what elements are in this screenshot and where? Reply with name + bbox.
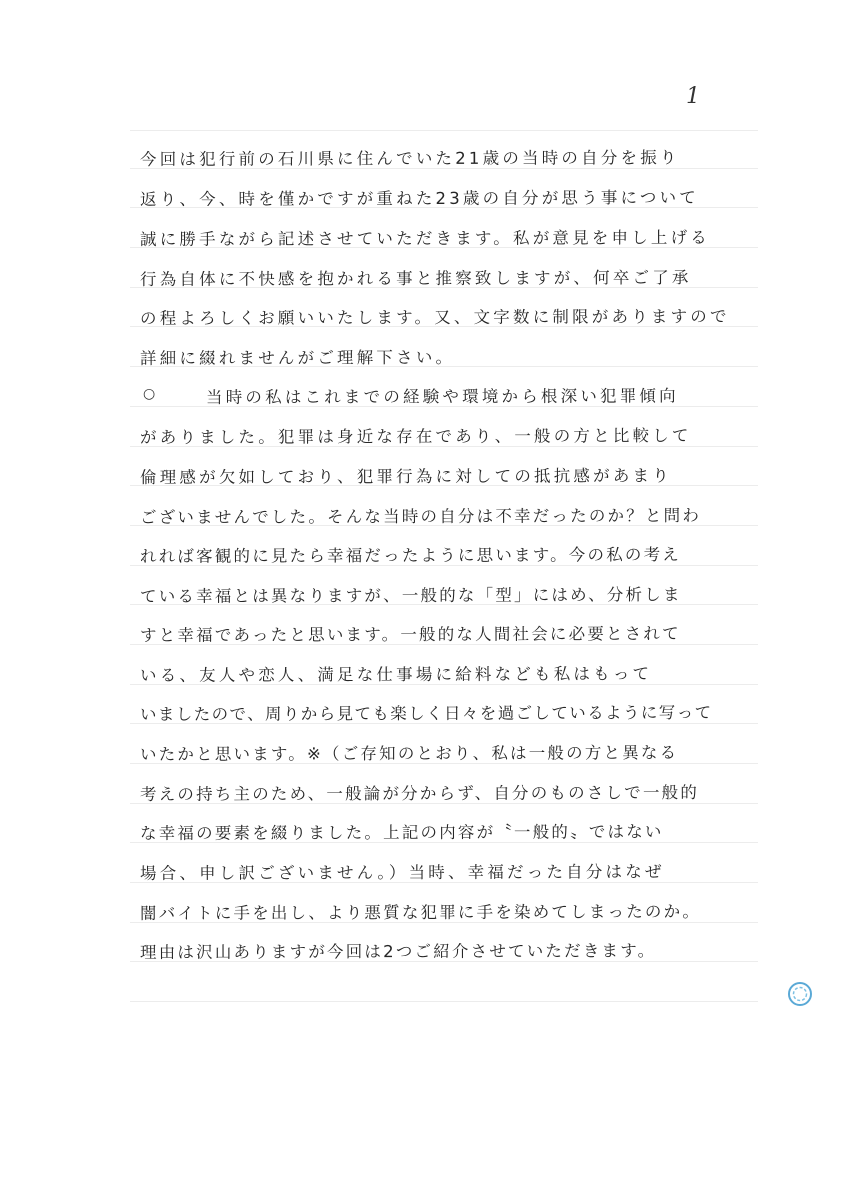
text-line: 返り、今、時を僅かですが重ねた23歳の自分が思う事について xyxy=(139,188,700,209)
text-line: ございませんでした。そんな当時の自分は不幸だったのか？と問わ xyxy=(139,506,702,527)
text-line: いる、友人や恋人、満足な仕事場に給料なども私はもって xyxy=(139,664,653,685)
circle-stamp-icon xyxy=(786,980,814,1008)
text-line: がありました。犯罪は身近な存在であり、一般の方と比較して xyxy=(139,426,692,447)
text-line: な幸福の要素を綴りました。上記の内容が〝一般的〟ではない xyxy=(139,822,664,843)
page-number: 1 xyxy=(686,84,700,109)
ruled-line xyxy=(130,130,758,131)
text-line: 今回は犯行前の石川県に住んでいた21歳の当時の自分を振り xyxy=(139,148,680,169)
text-line: 倫理感が欠如しており、犯罪行為に対しての抵抗感があまり xyxy=(139,466,672,487)
text-line: すと幸福であったと思います。一般的な人間社会に必要とされて xyxy=(139,624,681,645)
text-line: れれば客観的に見たら幸福だったように思います。今の私の考え xyxy=(139,545,682,566)
text-line: いましたので、周りから見ても楽しく日々を過ごしているように写って xyxy=(139,703,713,724)
text-line: いたかと思います。※（ご存知のとおり、私は一般の方と異なる xyxy=(139,743,679,764)
ruled-line xyxy=(130,1001,758,1002)
text-line: 当時の私はこれまでの経験や環境から根深い犯罪傾向 xyxy=(205,386,679,407)
text-line: ている幸福とは異なりますが、一般的な「型」にはめ、分析しま xyxy=(139,585,682,606)
text-line: 考えの持ち主のため、一般論が分からず、自分のものさしで一般的 xyxy=(139,783,700,804)
text-line: 闇バイトに手を出し、より悪質な犯罪に手を染めてしまったのか。 xyxy=(139,902,702,923)
text-line: 理由は沢山ありますが今回は2つご紹介させていただきます。 xyxy=(139,941,657,962)
text-line: 誠に勝手ながら記述させていただきます。私が意見を申し上げる xyxy=(139,228,711,249)
text-line: の程よろしくお願いいたします。又、文字数に制限がありますので xyxy=(139,306,730,328)
text-line: 場合、申し訳ございません。）当時、幸福だった自分はなぜ xyxy=(139,862,665,883)
bullet-mark: ○ xyxy=(143,386,156,402)
text-line: 行為自体に不快感を抱かれる事と推察致しますが、何卒ご了承 xyxy=(139,268,692,289)
text-line: 詳細に綴れませんがご理解下さい。 xyxy=(139,347,456,368)
